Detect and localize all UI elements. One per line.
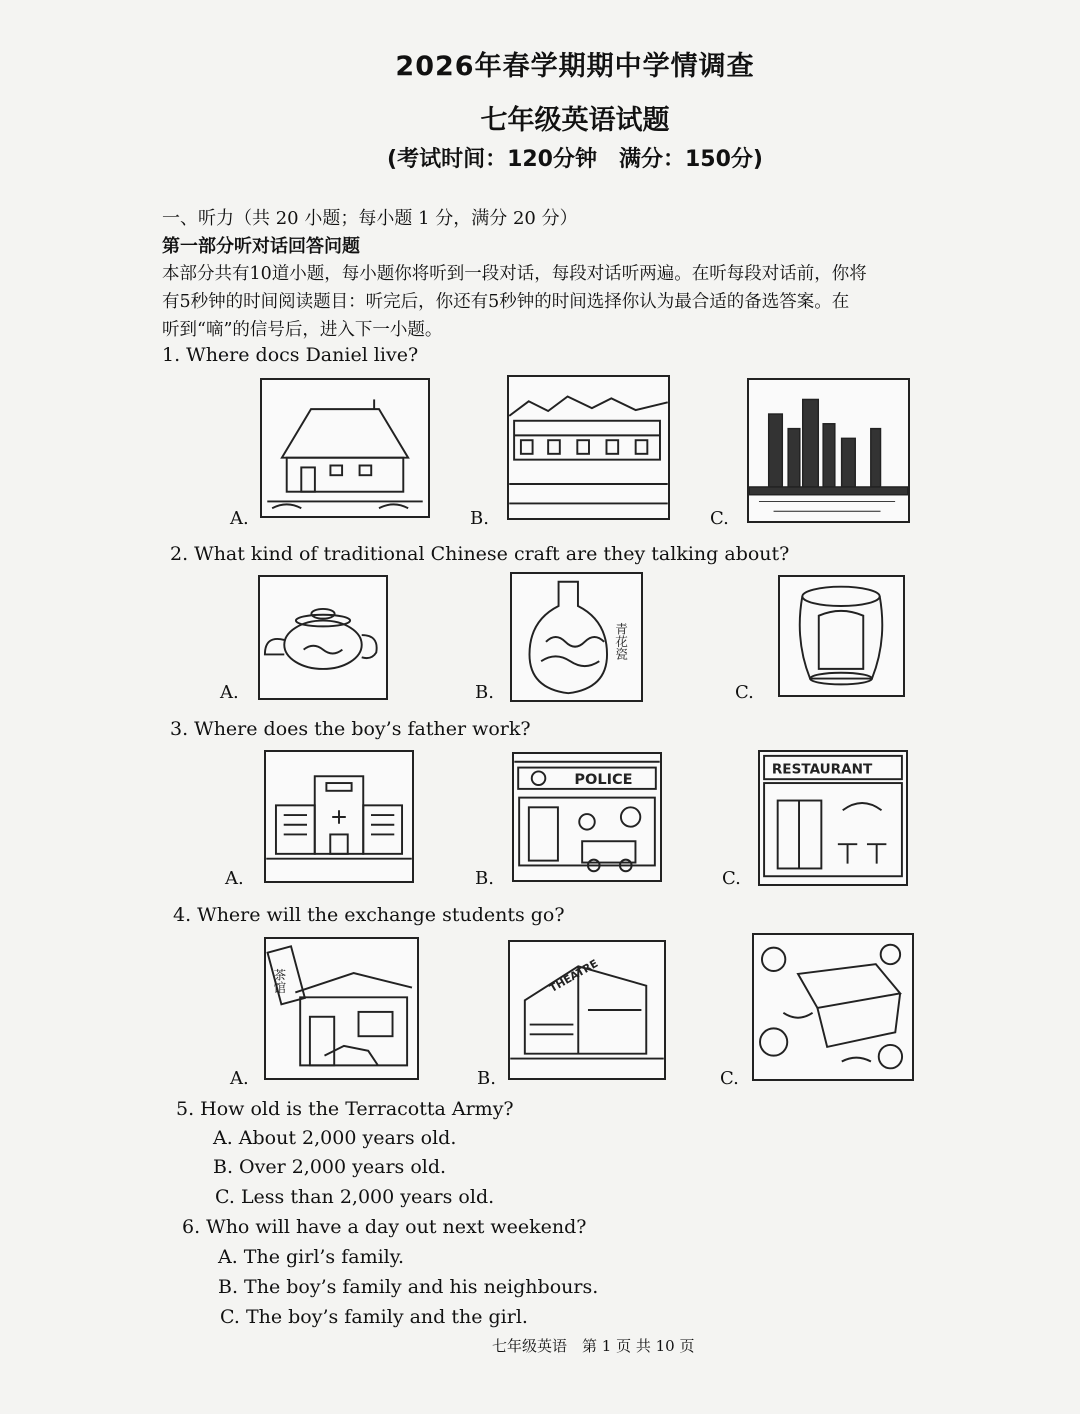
option-b-label: B.: [477, 1068, 496, 1089]
answer-choice: B. The boy’s family and his neighbours.: [218, 1276, 599, 1298]
tea-sign: 茶馆: [271, 968, 287, 994]
instruction-line: 听到“嘀”的信号后，进入下一小题。: [162, 320, 443, 340]
garden-picture[interactable]: [752, 933, 914, 1081]
part-title: 第一部分听对话回答问题: [162, 236, 360, 257]
theatre-sign: THEATRE: [547, 956, 601, 995]
question-1-text: 1. Where docs Daniel live?: [162, 344, 419, 366]
restaurant-picture[interactable]: [758, 750, 908, 886]
option-a-label: A.: [225, 868, 244, 889]
option-b-label: B.: [475, 868, 494, 889]
question-2-text: 2. What kind of traditional Chinese craft are they talking about?: [170, 543, 790, 565]
tea-house-picture[interactable]: [264, 937, 419, 1080]
hospital-building-picture[interactable]: [264, 750, 414, 883]
answer-choice: A. The girl’s family.: [218, 1246, 405, 1268]
porcelain-vase-picture[interactable]: [510, 572, 643, 702]
round-stool-picture[interactable]: [778, 575, 905, 697]
option-b-label: B.: [470, 508, 489, 529]
answer-choice: C. The boy’s family and the girl.: [220, 1306, 528, 1328]
option-c-label: C.: [720, 1068, 739, 1089]
option-c-label: C.: [710, 508, 729, 529]
exam-info: (考试时间：120分钟 满分：150分): [387, 147, 763, 172]
option-c-label: C.: [722, 868, 741, 889]
answer-choice: A. About 2,000 years old.: [213, 1127, 457, 1149]
answer-choice: B. Over 2,000 years old.: [213, 1156, 447, 1178]
town-street-picture[interactable]: [507, 375, 670, 520]
question-3-text: 3. Where does the boy’s father work?: [170, 718, 531, 740]
option-c-label: C.: [735, 682, 754, 703]
restaurant-sign: RESTAURANT: [771, 761, 873, 778]
police-station-picture[interactable]: [512, 752, 662, 882]
city-skyline-picture[interactable]: [747, 378, 910, 523]
option-b-label: B.: [475, 682, 494, 703]
question-4-text: 4. Where will the exchange students go?: [173, 904, 565, 926]
answer-choice: C. Less than 2,000 years old.: [215, 1186, 495, 1208]
question-5-text: 5. How old is the Terracotta Army?: [176, 1098, 514, 1120]
question-6-text: 6. Who will have a day out next weekend?: [182, 1216, 587, 1238]
instruction-line: 本部分共有10道小题，每小题你将听到一段对话，每段对话听两遍。在听每段对话前，你将: [162, 264, 867, 284]
page-footer: 七年级英语 第 1 页 共 10 页: [492, 1337, 695, 1355]
exam-title: 2026年春学期期中学情调查: [395, 51, 755, 82]
vase-caption: 青花瓷: [613, 622, 629, 661]
option-a-label: A.: [220, 682, 239, 703]
teapot-picture[interactable]: [258, 575, 388, 700]
exam-subtitle: 七年级英语试题: [480, 105, 670, 136]
theatre-picture[interactable]: [508, 940, 666, 1080]
police-sign: POLICE: [574, 772, 633, 789]
option-a-label: A.: [230, 508, 249, 529]
section-heading: 一、听力（共 20 小题；每小题 1 分，满分 20 分）: [162, 208, 578, 229]
instruction-line: 有5秒钟的时间阅读题目：听完后，你还有5秒钟的时间选择你认为最合适的备选答案。在: [162, 292, 850, 312]
option-a-label: A.: [230, 1068, 249, 1089]
farmhouse-picture[interactable]: [260, 378, 430, 518]
